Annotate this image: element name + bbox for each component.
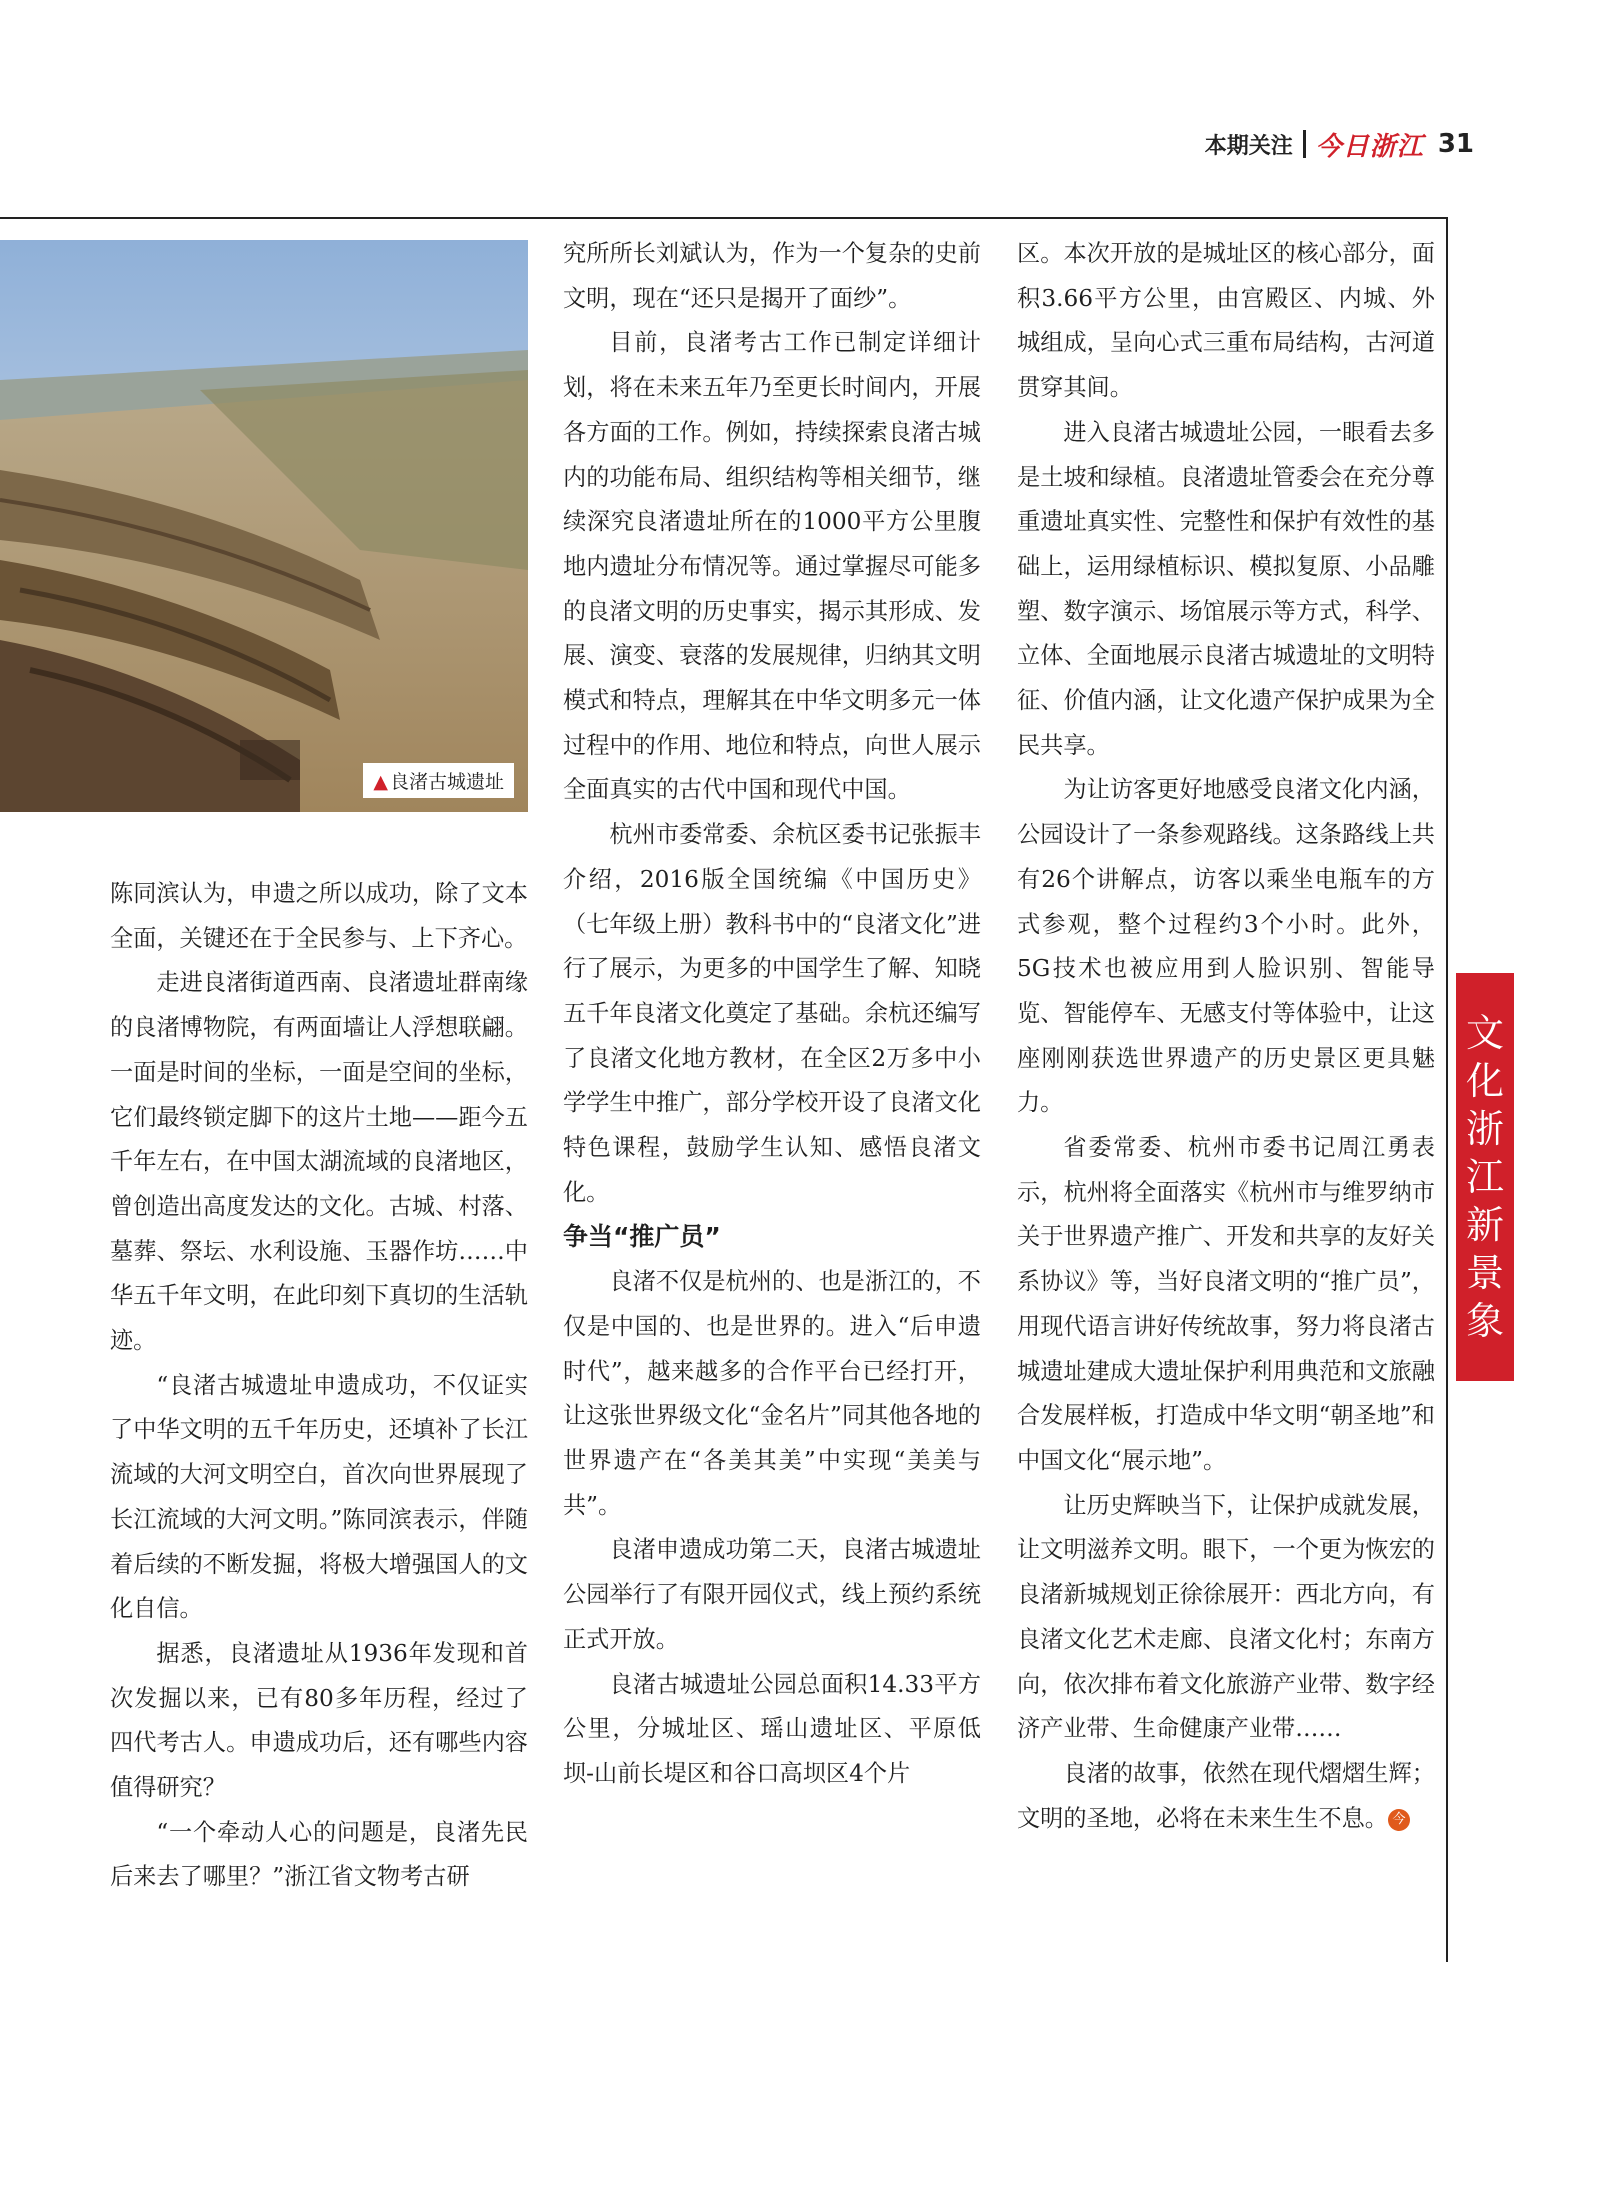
paragraph: 走进良渚街道西南、良渚遗址群南缘的良渚博物院，有两面墙让人浮想联翩。一面是时间的坐标，一面是空间的坐标，它们最终锁定脚下的这片土地——距今五千年左右，在中国太湖流域的良渚地区，曾创造出高度发达的文化。古城、村落、墓葬、祭坛、水利设施、玉器作坊……中华五千年文明，在此印刻下真切的生活轨迹。 (110, 969, 528, 1355)
paragraph: 良渚古城遗址公园总面积14.33平方公里，分城址区、瑶山遗址区、平原低坝-山前长堤区和谷口高坝区4个片 (563, 1670, 981, 1787)
photo-caption-text: 良渚古城遗址 (389, 771, 504, 793)
side-tag-char: 新 (1465, 1203, 1504, 1247)
end-mark-icon: 今 (1388, 1809, 1410, 1831)
paragraph: 究所所长刘斌认为，作为一个复杂的史前文明，现在“还只是揭开了面纱”。 (563, 240, 981, 312)
excavation-photo (0, 240, 528, 812)
final-paragraph-text: 良渚的故事，依然在现代熠熠生辉；文明的圣地，必将在未来生生不息。 (1017, 1759, 1435, 1832)
header-divider (1303, 130, 1306, 158)
article-column-1 (110, 872, 528, 1900)
section-label: 本期关注 (1204, 133, 1293, 159)
paragraph: 良渚申遗成功第二天，良渚古城遗址公园举行了有限开园仪式，线上预约系统正式开放。 (563, 1536, 981, 1653)
paragraph: 为让访客更好地感受良渚文化内涵，公园设计了一条参观路线。这条路线上共有26个讲解点，访客以乘坐电瓶车的方式参观，整个过程约3个小时。此外，5G技术也被应用到人脸识别、智能导览、智能停车、无感支付等体验中，让这座刚刚获选世界遗产的历史景区更具魅力。 (1017, 776, 1435, 1117)
final-paragraph (1017, 1752, 1435, 1841)
paragraph: 目前，良渚考古工作已制定详细计划，将在未来五年乃至更长时间内，开展各方面的工作。例如，持续探索良渚古城内的功能布局、组织结构等相关细节，继续深究良渚遗址所在的1000平方公里腹地内遗址分布情况等。通过掌握尽可能多的良渚文明的历史事实，揭示其形成、发展、演变、衰落的发展规律，归纳其文明模式和特点，理解其在中华文明多元一体过程中的作用、地位和特点，向世人展示全面真实的古代中国和现代中国。 (563, 329, 981, 804)
caption-triangle-icon: ▲ (373, 771, 388, 793)
side-tag-char: 文 (1465, 1011, 1504, 1055)
photo-caption (363, 763, 514, 798)
excavation-photo-image (0, 240, 528, 812)
side-tag-char: 江 (1465, 1155, 1504, 1199)
paragraph: 陈同滨认为，申遗之所以成功，除了文本全面，关键还在于全民参与、上下齐心。 (110, 880, 528, 952)
page-header (1205, 124, 1474, 164)
paragraph: “一个牵动人心的问题是，良渚先民后来去了哪里？”浙江省文物考古研 (110, 1818, 528, 1891)
article-column-2 (563, 232, 981, 1797)
magazine-logo: 今日浙江 (1315, 131, 1424, 162)
section-subheading: 争当“推广员” (563, 1222, 721, 1252)
paragraph: “良渚古城遗址申遗成功，不仅证实了中华文明的五千年历史，还填补了长江流域的大河文明空白，首次向世界展现了长江流域的大河文明。”陈同滨表示，伴随着后续的不断发掘，将极大增强国人的文化自信。 (110, 1371, 528, 1623)
paragraph: 据悉，良渚遗址从1936年发现和首次发掘以来，已有80多年历程，经过了四代考古人。申遗成功后，还有哪些内容值得研究？ (110, 1639, 528, 1802)
page-number: 31 (1437, 129, 1474, 159)
paragraph: 区。本次开放的是城址区的核心部分，面积3.66平方公里，由宫殿区、内城、外城组成，呈向心式三重布局结构，古河道贯穿其间。 (1017, 240, 1435, 402)
paragraph: 杭州市委常委、余杭区委书记张振丰介绍，2016版全国统编《中国历史》（七年级上册）教科书中的“良渚文化”进行了展示，为更多的中国学生了解、知晓五千年良渚文化奠定了基础。余杭还编写了良渚文化地方教材，在全区2万多中小学学生中推广，部分学校开设了良渚文化特色课程，鼓励学生认知、感悟良渚文化。 (563, 821, 981, 1206)
side-tag-char: 化 (1465, 1059, 1504, 1103)
article-column-3 (1017, 232, 1435, 1841)
paragraph: 良渚不仅是杭州的、也是浙江的，不仅是中国的、也是世界的。进入“后申遗时代”，越来越多的合作平台已经打开，让这张世界级文化“金名片”同其他各地的世界遗产在“各美其美”中实现“美美与共”。 (563, 1268, 981, 1519)
paragraph: 进入良渚古城遗址公园，一眼看去多是土坡和绿植。良渚遗址管委会在充分尊重遗址真实性、完整性和保护有效性的基础上，运用绿植标识、模拟复原、小品雕塑、数字演示、场馆展示等方式，科学、立体、全面地展示良渚古城遗址的文明特征、价值内涵，让文化遗产保护成果为全民共享。 (1017, 418, 1435, 759)
section-side-tag (1456, 973, 1514, 1381)
side-tag-char: 象 (1465, 1299, 1504, 1343)
right-rule (1446, 217, 1448, 1962)
side-tag-char: 景 (1465, 1251, 1504, 1295)
paragraph: 让历史辉映当下，让保护成就发展，让文明滋养文明。眼下，一个更为恢宏的良渚新城规划正徐徐展开：西北方向，有良渚文化艺术走廊、良渚文化村；东南方向，依次排布着文化旅游产业带、数字经济产业带、生命健康产业带…… (1017, 1491, 1435, 1743)
top-rule (0, 217, 1448, 219)
side-tag-char: 浙 (1465, 1107, 1504, 1151)
paragraph: 省委常委、杭州市委书记周江勇表示，杭州将全面落实《杭州市与维罗纳市关于世界遗产推广、开发和共享的友好关系协议》等，当好良渚文明的“推广员”，用现代语言讲好传统故事，努力将良渚古城遗址建成大遗址保护利用典范和文旅融合发展样板，打造成中华文明“朝圣地”和中国文化“展示地”。 (1017, 1134, 1435, 1474)
